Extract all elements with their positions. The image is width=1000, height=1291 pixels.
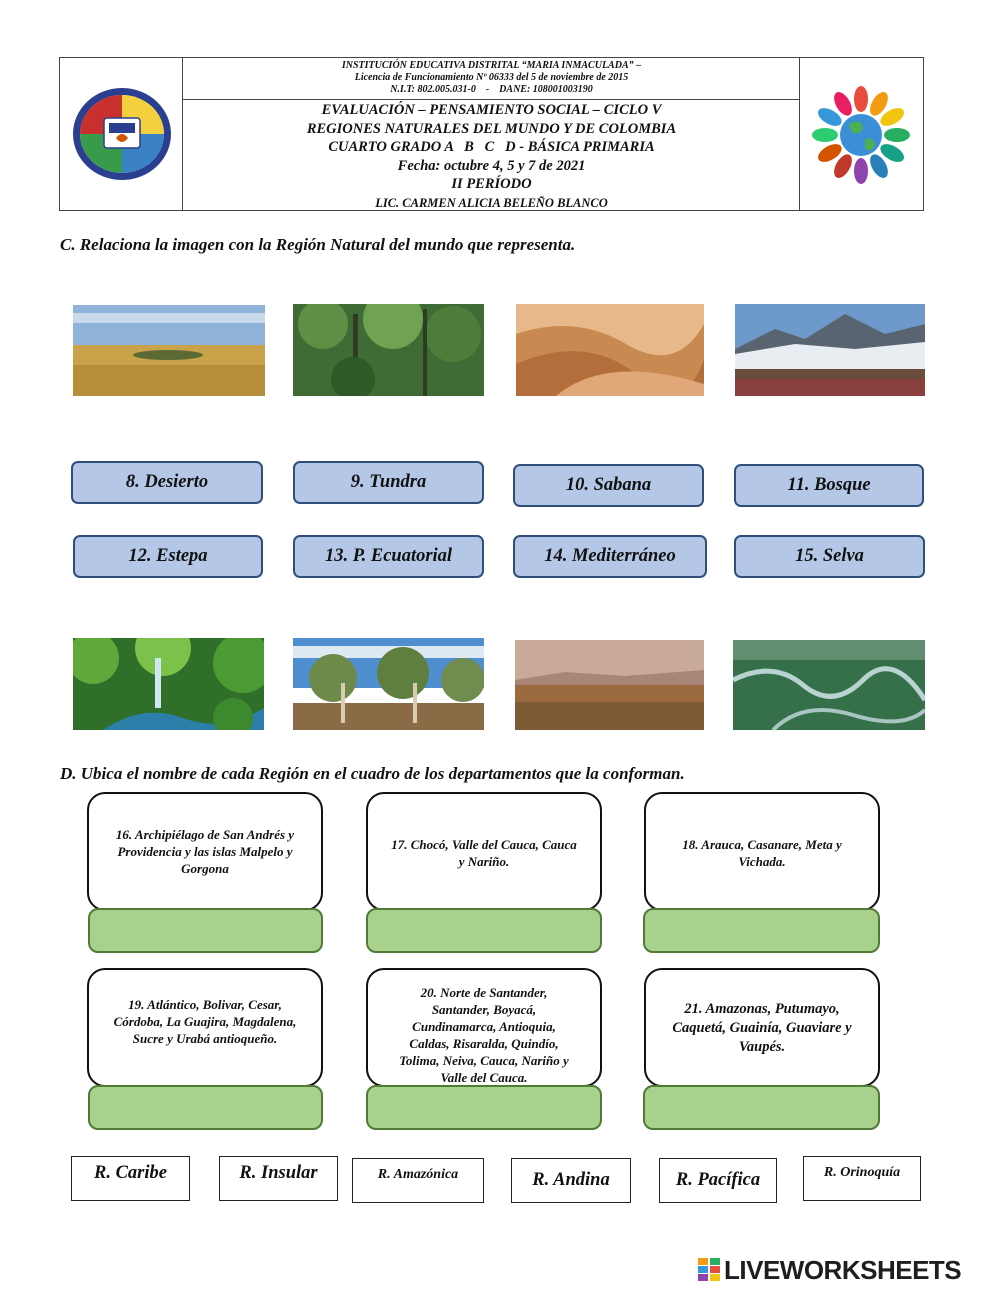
topic-title: REGIONES NATURALES DEL MUNDO Y DE COLOMBIA (306, 120, 677, 137)
institution-name: INSTITUCIÓN EDUCATIVA DISTRITAL “MARIA INMACULADA” – (341, 60, 642, 71)
school-logo (60, 58, 183, 210)
answer-drop-17[interactable] (366, 908, 602, 953)
period-line: II PERÍODO (451, 176, 532, 192)
forest-photo (293, 304, 484, 396)
option-selva[interactable]: 15. Selva (734, 535, 925, 578)
option-tundra[interactable]: 9. Tundra (293, 461, 484, 504)
mediterranean-photo (293, 638, 484, 730)
nit-line: N.I.T: 802.005.031-0 - DANE: 108001003190 (390, 84, 593, 95)
evaluation-title: EVALUACIÓN – PENSAMIENTO SOCIAL – CICLO V (321, 102, 662, 118)
answer-drop-16[interactable] (88, 908, 323, 953)
hands-globe-cell (800, 58, 923, 210)
equatorial-forest-photo (73, 638, 264, 730)
dept-text-19: 19. Atlántico, Bolivar, Cesar, Córdoba, La Guajira, Magdalena, Sucre y Urabá antioqueño. (113, 997, 297, 1046)
school-logo-cell (60, 58, 183, 210)
option-p-ecuatorial[interactable]: 13. P. Ecuatorial (293, 535, 484, 578)
region-caribe[interactable]: R. Caribe (71, 1156, 190, 1201)
dept-box-21 (644, 968, 880, 1087)
liveworksheets-badge-icon (698, 1258, 720, 1282)
dept-box-19 (87, 968, 323, 1087)
region-orinoquia[interactable]: R. Orinoquía (803, 1156, 921, 1201)
section-c-title: C. Relaciona la imagen con la Región Natural del mundo que representa. (60, 235, 576, 254)
dept-text-20: 20. Norte de Santander, Santander, Boyacá, Cundinamarca, Antioquia, Caldas, Risaralda, Quindío, Tolima, Neiva, Cauca, Nariño y Valle del Cauca. (399, 985, 569, 1085)
answer-drop-19[interactable] (88, 1085, 323, 1130)
license-line: Licencia de Funcionamiento Nº 06333 del 5 de noviembre de 2015 (354, 72, 629, 83)
dept-text-17: 17. Chocó, Valle del Cauca, Cauca y Nariño. (391, 837, 577, 869)
liveworksheets-text: LIVEWORKSHEETS (724, 1254, 962, 1285)
answer-drop-20[interactable] (366, 1085, 602, 1130)
region-amazonica[interactable]: R. Amazónica (352, 1158, 484, 1203)
option-desierto[interactable]: 8. Desierto (71, 461, 263, 504)
dept-box-20 (366, 968, 602, 1087)
section-d-title: D. Ubica el nombre de cada Región en el cuadro de los departamentos que la conforman. (60, 764, 685, 783)
dept-box-18 (644, 792, 880, 911)
region-insular[interactable]: R. Insular (219, 1156, 338, 1201)
header-table (59, 57, 924, 211)
jungle-river-photo (733, 640, 925, 730)
region-andina[interactable]: R. Andina (511, 1158, 631, 1203)
region-pacifica[interactable]: R. Pacífica (659, 1158, 777, 1203)
dept-text-18: 18. Arauca, Casanare, Meta y Vichada. (682, 837, 842, 869)
evaluation-block (183, 100, 800, 210)
dept-box-16 (87, 792, 323, 911)
option-estepa[interactable]: 12. Estepa (73, 535, 263, 578)
header-info-cell (183, 58, 800, 210)
date-line: Fecha: octubre 4, 5 y 7 de 2021 (397, 157, 586, 174)
teacher-line: LIC. CARMEN ALICIA BELEÑO BLANCO (375, 195, 608, 210)
dept-text-21: 21. Amazonas, Putumayo, Caquetá, Guainía, Guaviare y Vaupés. (672, 1001, 852, 1055)
answer-drop-21[interactable] (643, 1085, 880, 1130)
savanna-photo (73, 305, 265, 396)
option-sabana[interactable]: 10. Sabana (513, 464, 704, 507)
tundra-photo (735, 304, 925, 396)
option-mediterraneo[interactable]: 14. Mediterráneo (513, 535, 707, 578)
grade-line: CUARTO GRADO A B C D - BÁSICA PRIMARIA (328, 139, 655, 155)
hands-globe-icon (800, 58, 923, 210)
option-bosque[interactable]: 11. Bosque (734, 464, 924, 507)
dept-text-16: 16. Archipiélago de San Andrés y Providencia y las islas Malpelo y Gorgona (115, 827, 295, 876)
institution-block (183, 58, 800, 100)
dept-box-17 (366, 792, 602, 911)
answer-drop-18[interactable] (643, 908, 880, 953)
liveworksheets-logo (698, 1256, 961, 1284)
desert-photo (516, 304, 704, 396)
steppe-photo (515, 640, 704, 730)
